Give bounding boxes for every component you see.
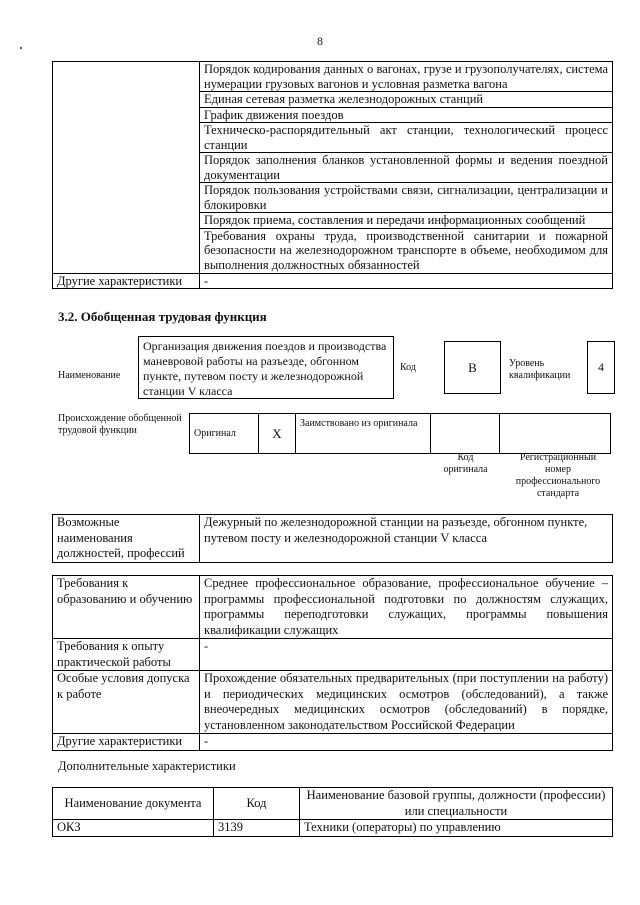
requirement-label: Требования к образованию и обучению [53, 576, 200, 639]
scan-speck [20, 47, 22, 49]
other-characteristics-label: Другие характеристики [53, 273, 200, 289]
requirement-value: - [200, 639, 613, 671]
positions-table [52, 514, 613, 563]
code-value-box: B [444, 341, 501, 394]
knowledge-item: Порядок заполнения бланков установленной формы и ведения поездной документации [200, 153, 613, 183]
header-document: Наименование документа [53, 788, 214, 820]
knowledge-item: Порядок пользования устройствами связи, сигнализации, централизации и блокировки [200, 183, 613, 213]
requirement-value: Среднее профессиональное образование, профессиональное обучение – программы профессиональной подготовки по должностям служащих, программы переподготовки служащих, программы повышения квалификации служащих [200, 576, 613, 639]
requirement-label: Другие характеристики [53, 734, 200, 751]
page-number: 8 [317, 34, 323, 48]
requirement-value: Прохождение обязательных предварительных (при поступлении на работу) и периодических медицинских осмотров (обследований), а также внеочередных медицинских осмотров (обследований) в порядке, установленном законодательством Российской Федерации [200, 671, 613, 734]
name-label: Наименование [58, 370, 121, 381]
header-group-name: Наименование базовой группы, должности (профессии) или специальности [300, 788, 613, 820]
requirements-table [52, 575, 613, 751]
knowledge-item: Техническо-распорядительный акт станции, технологический процесс станции [200, 123, 613, 153]
row-group-name: Техники (операторы) по управлению [300, 820, 613, 837]
function-name-box: Организация движения поездов и производства маневровой работы на разъезде, обгонном пункте, путевом посту и железнодорожной станции V класса [138, 336, 394, 399]
other-characteristics-value: - [200, 273, 613, 289]
requirement-label: Требования к опыту практической работы [53, 639, 200, 671]
row-code: 3139 [214, 820, 300, 837]
original-label-cell: Оригинал [190, 414, 259, 454]
knowledge-item: Порядок кодирования данных о вагонах, грузе и грузополучателях, система нумерации грузовых вагонов и условная разметка вагона [200, 62, 613, 92]
additional-table [52, 787, 613, 837]
code-label: Код [400, 362, 416, 373]
reg-number-label: Регистрационный номер профессионального стандарта [515, 452, 601, 499]
requirement-label: Особые условия допуска к работе [53, 671, 200, 734]
knowledge-table [52, 61, 613, 289]
level-value-box: 4 [587, 341, 615, 394]
knowledge-item: График движения поездов [200, 107, 613, 123]
code-original-label: Код оригинала [443, 452, 488, 475]
origin-label: Происхождение обобщенной трудовой функции [58, 413, 182, 436]
header-code: Код [214, 788, 300, 820]
requirement-value: - [200, 734, 613, 751]
origin-table [189, 413, 611, 454]
positions-value: Дежурный по железнодорожной станции на разъезде, обгонном пункте, путевом посту и железнодорожной станции V класса [200, 515, 613, 563]
borrowed-label-cell: Заимствовано из оригинала [296, 414, 431, 454]
section-title: 3.2. Обобщенная трудовая функция [58, 309, 267, 324]
knowledge-item: Требования охраны труда, производственной санитарии и пожарной безопасности на железнодорожном транспорте в объеме, необходимом для выполнения должностных обязанностей [200, 228, 613, 273]
knowledge-item: Порядок приема, составления и передачи информационных сообщений [200, 213, 613, 229]
original-mark-cell: X [259, 414, 296, 454]
row-document: ОКЗ [53, 820, 214, 837]
knowledge-item: Единая сетевая разметка железнодорожных станций [200, 92, 613, 108]
additional-title: Дополнительные характеристики [58, 759, 236, 773]
knowledge-label-cell [53, 62, 200, 274]
level-label: Уровень квалификации [509, 358, 571, 381]
positions-label: Возможные наименования должностей, профессий [53, 515, 200, 563]
code-original-cell [431, 414, 500, 454]
reg-number-cell [500, 414, 611, 454]
